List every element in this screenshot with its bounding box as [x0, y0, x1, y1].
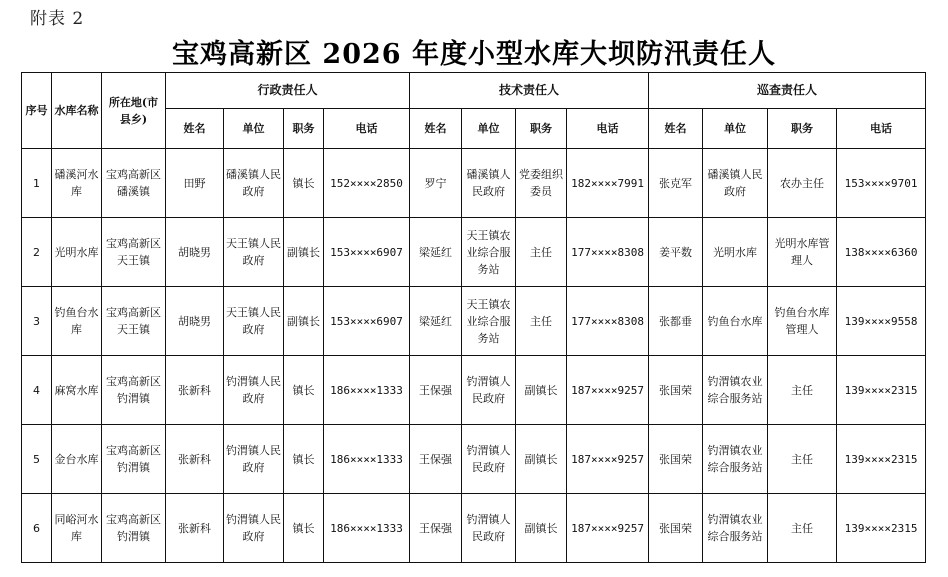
cell-tech-position: 主任	[516, 287, 567, 356]
cell-patrol-name: 张国荣	[649, 356, 703, 425]
cell-tech-name: 梁延红	[410, 287, 462, 356]
cell-admin-position: 镇长	[284, 356, 324, 425]
cell-patrol-phone: 139××××2315	[837, 356, 926, 425]
cell-admin-phone: 186××××1333	[324, 425, 410, 494]
header-group-tech: 技术责任人	[410, 73, 649, 109]
cell-tech-phone: 187××××9257	[567, 494, 649, 563]
table-row	[22, 425, 926, 494]
cell-patrol-unit: 钓渭镇农业综合服务站	[703, 425, 768, 494]
cell-tech-phone: 177××××8308	[567, 218, 649, 287]
cell-admin-phone: 186××××1333	[324, 356, 410, 425]
cell-seq: 6	[22, 494, 52, 563]
cell-tech-name: 王保强	[410, 494, 462, 563]
cell-patrol-name: 张国荣	[649, 494, 703, 563]
header-tech-unit: 单位	[462, 109, 516, 149]
cell-admin-name: 张新科	[166, 494, 224, 563]
table-row	[22, 149, 926, 218]
cell-admin-unit: 天王镇人民政府	[224, 287, 284, 356]
header-row-1	[22, 73, 926, 109]
cell-admin-position: 副镇长	[284, 287, 324, 356]
table-row	[22, 287, 926, 356]
cell-tech-position: 主任	[516, 218, 567, 287]
table-row	[22, 218, 926, 287]
cell-admin-phone: 152××××2850	[324, 149, 410, 218]
header-patrol-phone: 电话	[837, 109, 926, 149]
header-group-admin: 行政责任人	[166, 73, 410, 109]
cell-admin-unit: 磻溪镇人民政府	[224, 149, 284, 218]
cell-patrol-unit: 钓渭镇农业综合服务站	[703, 356, 768, 425]
cell-tech-phone: 187××××9257	[567, 425, 649, 494]
cell-patrol-position: 主任	[768, 356, 837, 425]
cell-admin-unit: 天王镇人民政府	[224, 218, 284, 287]
cell-tech-unit: 天王镇农业综合服务站	[462, 287, 516, 356]
cell-admin-unit: 钓渭镇人民政府	[224, 494, 284, 563]
document-title: 宝鸡高新区 2026 年度小型水库大坝防汛责任人	[172, 39, 776, 70]
header-admin-position: 职务	[284, 109, 324, 149]
cell-seq: 2	[22, 218, 52, 287]
cell-tech-phone: 187××××9257	[567, 356, 649, 425]
table-row	[22, 356, 926, 425]
cell-location: 宝鸡高新区磻溪镇	[102, 149, 166, 218]
table-body	[22, 149, 926, 563]
cell-tech-unit: 钓渭镇人民政府	[462, 356, 516, 425]
header-patrol-unit: 单位	[703, 109, 768, 149]
cell-patrol-unit: 磻溪镇人民政府	[703, 149, 768, 218]
header-group-patrol: 巡查责任人	[649, 73, 926, 109]
cell-admin-name: 张新科	[166, 356, 224, 425]
cell-patrol-name: 张都垂	[649, 287, 703, 356]
header-tech-position: 职务	[516, 109, 567, 149]
header-seq: 序号	[22, 73, 52, 149]
cell-admin-position: 镇长	[284, 149, 324, 218]
cell-tech-name: 王保强	[410, 425, 462, 494]
header-patrol-name: 姓名	[649, 109, 703, 149]
cell-patrol-name: 张国荣	[649, 425, 703, 494]
cell-admin-phone: 153××××6907	[324, 287, 410, 356]
cell-admin-position: 镇长	[284, 494, 324, 563]
cell-reservoir: 钓鱼台水库	[52, 287, 102, 356]
cell-patrol-unit: 钓鱼台水库	[703, 287, 768, 356]
cell-seq: 4	[22, 356, 52, 425]
cell-reservoir: 金台水库	[52, 425, 102, 494]
cell-admin-position: 副镇长	[284, 218, 324, 287]
cell-location: 宝鸡高新区天王镇	[102, 218, 166, 287]
cell-patrol-unit: 钓渭镇农业综合服务站	[703, 494, 768, 563]
cell-tech-phone: 177××××8308	[567, 287, 649, 356]
cell-seq: 1	[22, 149, 52, 218]
cell-tech-unit: 磻溪镇人民政府	[462, 149, 516, 218]
cell-location: 宝鸡高新区钓渭镇	[102, 425, 166, 494]
cell-admin-phone: 153××××6907	[324, 218, 410, 287]
cell-patrol-name: 姜平数	[649, 218, 703, 287]
cell-patrol-position: 钓鱼台水库管理人	[768, 287, 837, 356]
cell-patrol-position: 主任	[768, 425, 837, 494]
cell-tech-position: 副镇长	[516, 425, 567, 494]
cell-tech-unit: 钓渭镇人民政府	[462, 494, 516, 563]
cell-patrol-position: 光明水库管理人	[768, 218, 837, 287]
header-location: 所在地(市县乡)	[102, 73, 166, 149]
cell-location: 宝鸡高新区钓渭镇	[102, 356, 166, 425]
cell-patrol-phone: 153××××9701	[837, 149, 926, 218]
cell-admin-name: 张新科	[166, 425, 224, 494]
cell-reservoir: 同峪河水库	[52, 494, 102, 563]
cell-tech-position: 党委组织委员	[516, 149, 567, 218]
header-admin-name: 姓名	[166, 109, 224, 149]
cell-patrol-position: 农办主任	[768, 149, 837, 218]
cell-tech-name: 王保强	[410, 356, 462, 425]
cell-patrol-phone: 139××××2315	[837, 425, 926, 494]
cell-tech-name: 梁延红	[410, 218, 462, 287]
attachment-label: 附表 2	[30, 9, 85, 29]
cell-reservoir: 光明水库	[52, 218, 102, 287]
header-admin-unit: 单位	[224, 109, 284, 149]
header-patrol-position: 职务	[768, 109, 837, 149]
cell-tech-phone: 182××××7991	[567, 149, 649, 218]
header-tech-name: 姓名	[410, 109, 462, 149]
cell-location: 宝鸡高新区天王镇	[102, 287, 166, 356]
cell-tech-unit: 天王镇农业综合服务站	[462, 218, 516, 287]
cell-seq: 5	[22, 425, 52, 494]
cell-patrol-position: 主任	[768, 494, 837, 563]
cell-admin-name: 胡晓男	[166, 218, 224, 287]
cell-admin-unit: 钓渭镇人民政府	[224, 425, 284, 494]
cell-patrol-phone: 139××××9558	[837, 287, 926, 356]
cell-patrol-phone: 139××××2315	[837, 494, 926, 563]
cell-patrol-unit: 光明水库	[703, 218, 768, 287]
cell-patrol-name: 张克军	[649, 149, 703, 218]
header-admin-phone: 电话	[324, 109, 410, 149]
responsibility-table	[21, 72, 926, 563]
cell-tech-position: 副镇长	[516, 356, 567, 425]
cell-tech-position: 副镇长	[516, 494, 567, 563]
header-reservoir: 水库名称	[52, 73, 102, 149]
table-row	[22, 494, 926, 563]
cell-admin-position: 镇长	[284, 425, 324, 494]
cell-admin-phone: 186××××1333	[324, 494, 410, 563]
cell-tech-name: 罗宁	[410, 149, 462, 218]
cell-tech-unit: 钓渭镇人民政府	[462, 425, 516, 494]
cell-reservoir: 麻窝水库	[52, 356, 102, 425]
cell-admin-name: 田野	[166, 149, 224, 218]
cell-admin-name: 胡晓男	[166, 287, 224, 356]
header-tech-phone: 电话	[567, 109, 649, 149]
cell-location: 宝鸡高新区钓渭镇	[102, 494, 166, 563]
cell-seq: 3	[22, 287, 52, 356]
cell-admin-unit: 钓渭镇人民政府	[224, 356, 284, 425]
cell-patrol-phone: 138××××6360	[837, 218, 926, 287]
cell-reservoir: 磻溪河水库	[52, 149, 102, 218]
